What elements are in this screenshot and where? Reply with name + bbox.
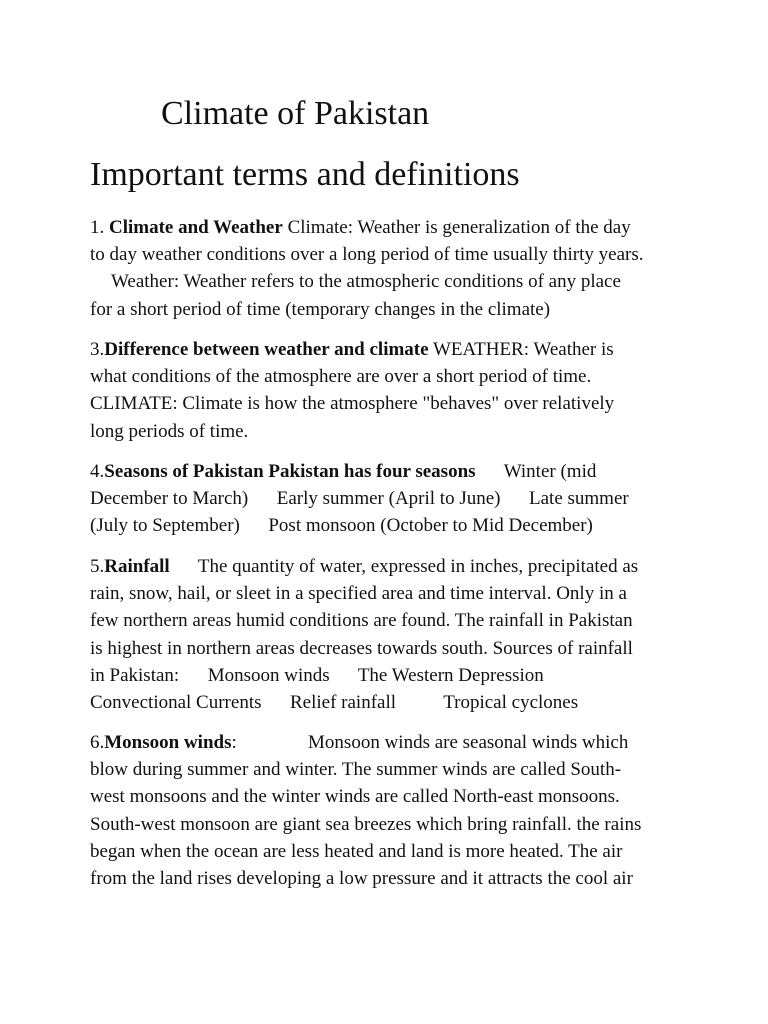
section-rainfall (90, 553, 690, 716)
season-early-summer-text: Early summer (April to June) (276, 488, 501, 510)
section-number: 1. (90, 217, 105, 238)
paragraph-line: few northern areas humid conditions are found. The rainfall in Pakistan (90, 610, 633, 632)
paragraph-line (90, 214, 690, 241)
paragraph-text: WEATHER: Weather is (428, 339, 614, 360)
paragraph-text: Monsoon winds are seasonal winds which (308, 732, 629, 753)
section-heading: Climate and Weather (109, 217, 283, 238)
paragraph-text: Climate: Weather is generalization of the day (282, 217, 631, 238)
paragraph-line: Weather: Weather refers to the atmospheric conditions of any place (111, 271, 621, 293)
section-monsoon-winds (90, 729, 690, 892)
paragraph-line (90, 485, 690, 512)
paragraph-line: what conditions of the atmosphere are over a short period of time. (90, 366, 592, 388)
paragraph-line: long periods of time. (90, 420, 249, 442)
paragraph-line (90, 336, 690, 363)
page-title: Climate of Pakistan (161, 95, 430, 132)
paragraph-line: is highest in northern areas decreases towards south. Sources of rainfall (90, 637, 633, 659)
section-difference-weather-climate (90, 336, 690, 445)
season-winter-text: December to March) (90, 488, 249, 510)
paragraph-line: began when the ocean are less heated and land is more heated. The air (90, 840, 623, 862)
paragraph-line: to day weather conditions over a long period of time usually thirty years. (90, 244, 644, 266)
section-number: 4. (90, 461, 105, 482)
section-heading: Rainfall (104, 556, 170, 577)
paragraph-line (90, 729, 690, 756)
section-climate-and-weather (90, 214, 690, 323)
paragraph-line: CLIMATE: Climate is how the atmosphere "behaves" over relatively (90, 393, 615, 415)
section-heading: Difference between weather and climate (104, 339, 429, 360)
rainfall-source-item: The Western Depression (357, 664, 544, 686)
paragraph-text: in Pakistan: (90, 664, 180, 686)
paragraph-line: rain, snow, hail, or sleet in a specified area and time interval. Only in a (90, 583, 627, 605)
season-winter-text: Winter (mid (503, 461, 597, 482)
paragraph-line: blow during summer and winter. The summer winds are called South- (90, 759, 622, 781)
season-late-summer-text: (July to September) (90, 515, 240, 537)
paragraph-line (90, 458, 690, 485)
paragraph-line: South-west monsoon are giant sea breezes which bring rainfall. the rains (90, 813, 642, 835)
section-seasons-of-pakistan (90, 458, 690, 540)
paragraph-line: for a short period of time (temporary changes in the climate) (90, 298, 551, 320)
paragraph-line (90, 689, 690, 716)
section-number: 3. (90, 339, 105, 360)
paragraph-line (90, 512, 690, 539)
season-late-summer-text: Late summer (529, 488, 629, 510)
paragraph-text: The quantity of water, expressed in inches, precipitated as (197, 556, 639, 577)
heading-colon: : (231, 732, 237, 753)
section-number: 5. (90, 556, 105, 577)
paragraph-line (90, 662, 690, 689)
paragraph-line: from the land rises developing a low pressure and it attracts the cool air (90, 868, 633, 890)
paragraph-line (90, 553, 690, 580)
section-number: 6. (90, 732, 105, 753)
rainfall-source-item: Monsoon winds (207, 664, 330, 686)
season-post-monsoon-text: Post monsoon (October to Mid December) (268, 515, 593, 537)
section-heading: Seasons of Pakistan Pakistan has four seasons (104, 461, 476, 482)
paragraph-line: west monsoons and the winter winds are called North-east monsoons. (90, 786, 620, 808)
page-subtitle: Important terms and definitions (90, 156, 520, 193)
rainfall-source-item: Tropical cyclones (443, 692, 579, 714)
section-heading: Monsoon winds (104, 732, 232, 753)
rainfall-source-item: Convectional Currents (90, 692, 262, 714)
rainfall-source-item: Relief rainfall (290, 692, 397, 714)
